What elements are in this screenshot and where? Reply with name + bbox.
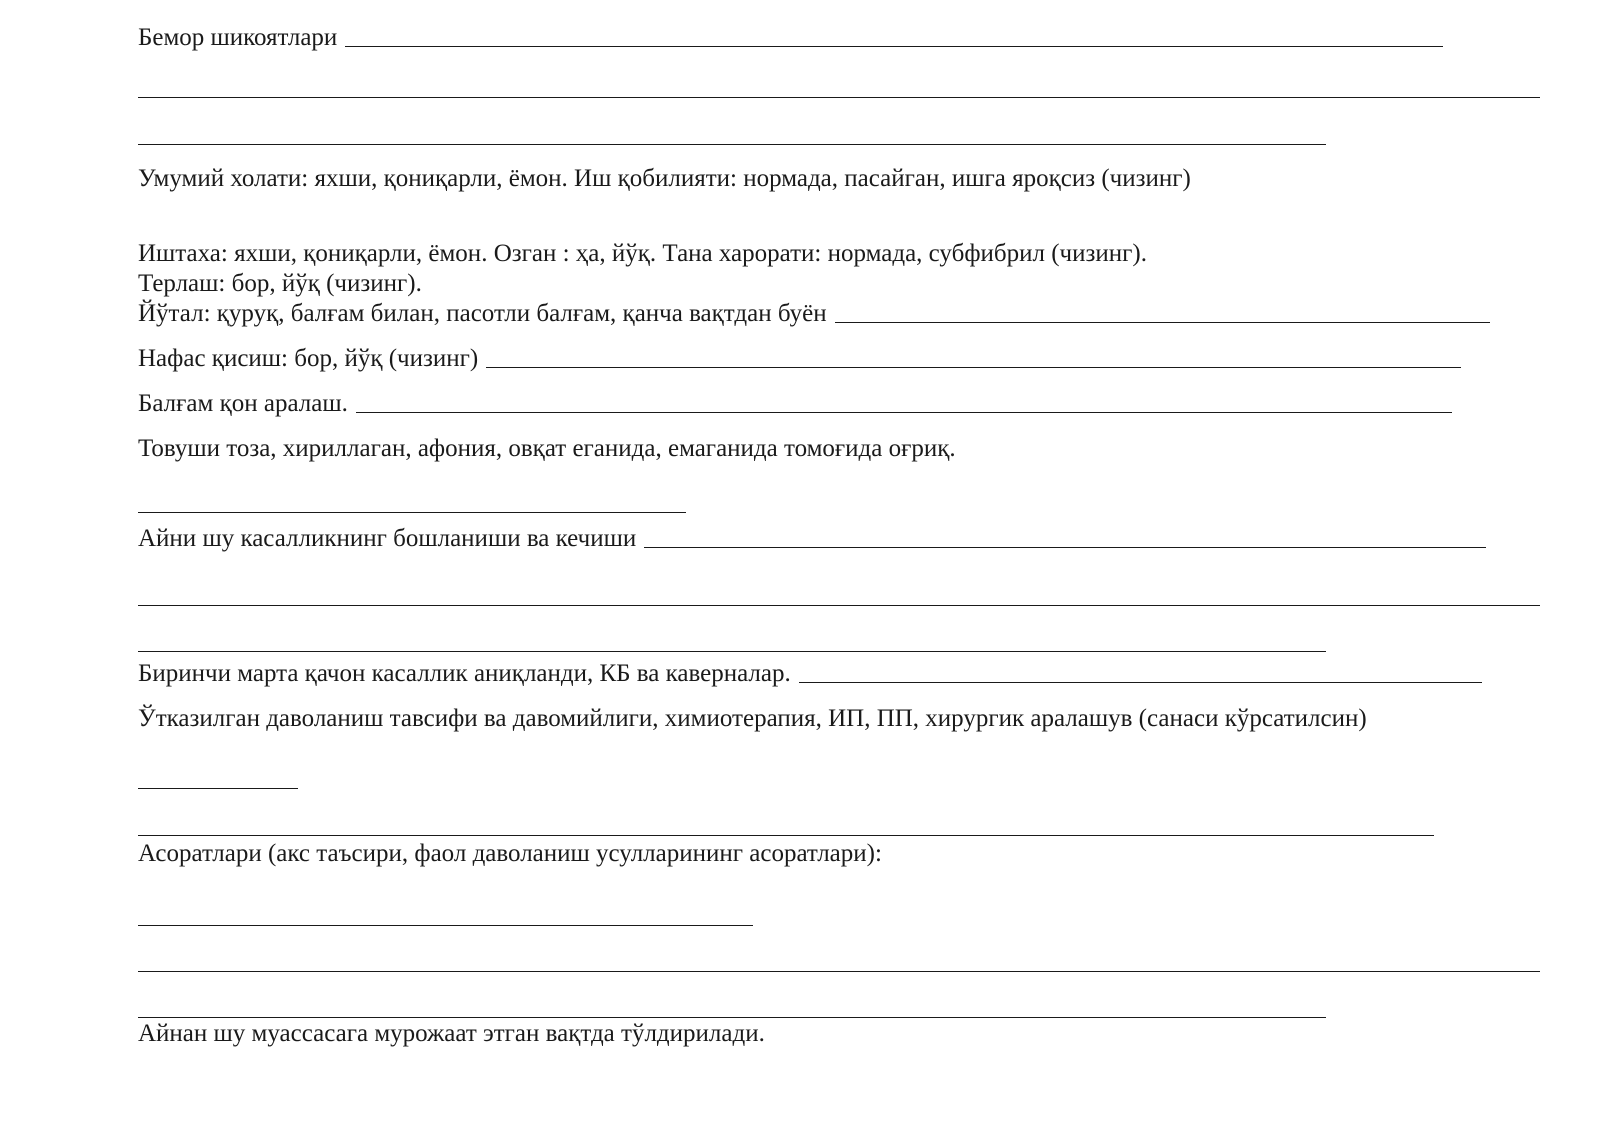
treatment-row xyxy=(138,705,1540,733)
disease-onset-label: Айни шу касалликнинг бошланиши ва кечиши xyxy=(138,525,637,552)
appetite-text: Иштаха: яхши, қониқарли, ёмон. Озган : ҳа, йўқ. Тана харорати: нормада, субфибрил (чизинг). xyxy=(138,240,1147,267)
voice-row xyxy=(138,435,1540,463)
voice-blank-line[interactable] xyxy=(138,512,686,513)
complications-text: Асоратлари (акс таъсири, фаол даволаниш усулларининг асоратлари): xyxy=(138,840,882,867)
cough-row xyxy=(138,300,1540,328)
hemoptysis-label: Балғам қон аралаш. xyxy=(138,390,348,417)
dyspnea-field[interactable] xyxy=(486,367,1461,368)
dyspnea-row xyxy=(138,345,1540,373)
voice-text: Товуши тоза, хириллаган, афония, овқат еганида, емаганида томоғида оғриқ. xyxy=(138,435,956,462)
complications-blank-line-2[interactable] xyxy=(138,971,1540,972)
disease-onset-row xyxy=(138,525,1540,553)
cough-field[interactable] xyxy=(835,322,1490,323)
treatment-text: Ўтказилган даволаниш тавсифи ва давомийлиги, химиотерапия, ИП, ПП, хирургик аралашув (санаси кўрсатилсин) xyxy=(138,705,1367,732)
treatment-blank-line-2[interactable] xyxy=(138,835,1434,836)
hemoptysis-row xyxy=(138,390,1540,418)
complaints-row xyxy=(138,24,1540,52)
disease-onset-blank-line-3[interactable] xyxy=(138,651,1326,652)
dyspnea-label: Нафас қисиш: бор, йўқ (чизинг) xyxy=(138,345,479,372)
disease-onset-field[interactable] xyxy=(644,547,1486,548)
appetite-row xyxy=(138,240,1540,268)
general-state-text: Умумий холати: яхши, қониқарли, ёмон. Иш қобилияти: нормада, пасайган, ишга яроқсиз (чизинг) xyxy=(138,165,1191,192)
complications-blank-line-3[interactable] xyxy=(138,1017,1326,1018)
first-detected-field[interactable] xyxy=(799,682,1482,683)
sweating-text: Терлаш: бор, йўқ (чизинг). xyxy=(138,270,422,297)
hemoptysis-field[interactable] xyxy=(356,412,1452,413)
complaints-label: Бемор шикоятлари xyxy=(138,24,338,51)
first-detected-row xyxy=(138,660,1540,688)
complications-blank-line-1[interactable] xyxy=(138,925,753,926)
complaints-blank-line-3[interactable] xyxy=(138,144,1326,145)
footer-text: Айнан шу муассасага мурожаат этган вақтда тўлдирилади. xyxy=(138,1020,765,1047)
complications-row xyxy=(138,840,1540,868)
general-state-row xyxy=(138,165,1540,193)
cough-label: Йўтал: қуруқ, балғам билан, пасотли балғам, қанча вақтдан буён xyxy=(138,300,827,327)
disease-onset-blank-line-2[interactable] xyxy=(138,605,1540,606)
complaints-field[interactable] xyxy=(345,46,1443,47)
treatment-blank-line-1[interactable] xyxy=(138,788,298,789)
footer-row xyxy=(138,1020,1540,1048)
first-detected-label: Биринчи марта қачон касаллик аниқланди, КБ ва каверналар. xyxy=(138,660,791,687)
sweating-row xyxy=(138,270,1540,298)
complaints-blank-line-2[interactable] xyxy=(138,97,1540,98)
